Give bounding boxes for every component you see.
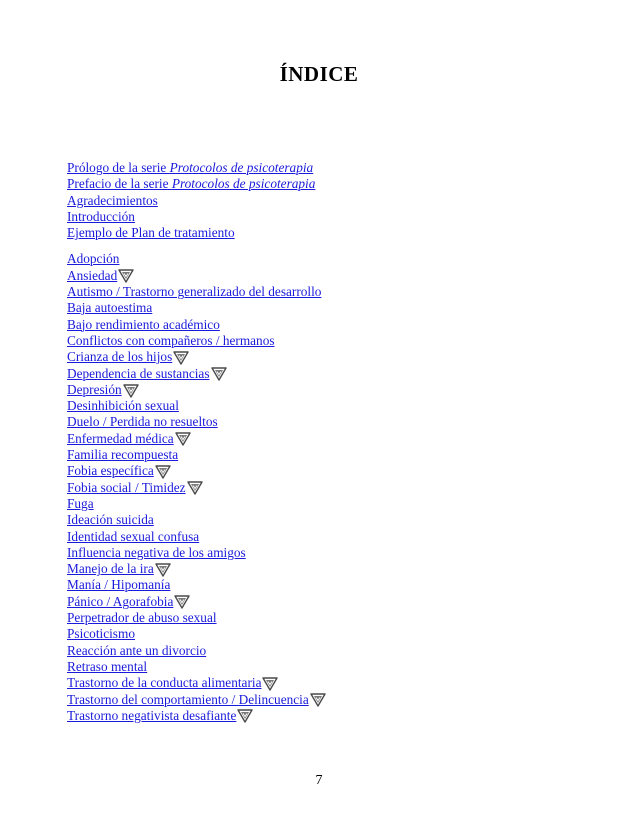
toc-entry [67, 463, 547, 479]
chapter-link[interactable]: Fobia social / Timidez [67, 479, 186, 495]
toc-entry [67, 692, 547, 708]
toc-entry [67, 398, 547, 414]
evidence-badge-icon [155, 464, 171, 479]
evidence-badge-icon [262, 676, 278, 691]
table-of-contents [67, 160, 547, 724]
chapter-link[interactable]: Ideación suicida [67, 512, 154, 528]
toc-link-text: Prefacio de la serie [67, 176, 172, 192]
chapter-link[interactable]: Depresión [67, 381, 122, 397]
evidence-badge-icon [174, 594, 190, 609]
chapter-link[interactable]: Pánico / Agorafobia [67, 593, 174, 609]
front-matter-list [67, 160, 547, 241]
chapter-link[interactable]: Crianza de los hijos [67, 349, 173, 365]
toc-entry [67, 431, 547, 447]
chapter-link[interactable]: Ansiedad [67, 267, 118, 283]
evidence-badge-icon [155, 562, 171, 577]
chapter-link[interactable]: Adopción [67, 251, 120, 267]
toc-link-text: Introducción [67, 208, 135, 224]
toc-link-series-name: Protocolos de psicoterapia [171, 176, 316, 192]
toc-entry [67, 349, 547, 365]
toc-entry [67, 225, 547, 241]
toc-entry [67, 512, 547, 528]
toc-link-text: Agradecimientos [67, 192, 158, 208]
chapter-link[interactable]: Baja autoestima [67, 300, 153, 316]
evidence-badge-icon [187, 480, 203, 495]
evidence-badge-icon [175, 431, 191, 446]
chapter-link[interactable]: Trastorno negativista desafiante [67, 707, 237, 723]
chapter-link[interactable]: Psicoticismo [67, 626, 135, 642]
toc-entry [67, 284, 547, 300]
chapter-link[interactable]: Duelo / Perdida no resueltos [67, 414, 218, 430]
toc-entry [67, 610, 547, 626]
chapter-link[interactable]: Trastorno de la conducta alimentaria [67, 675, 262, 691]
toc-entry [67, 209, 547, 225]
toc-link[interactable] [67, 160, 313, 176]
evidence-badge-icon [123, 383, 139, 398]
chapter-link[interactable]: Enfermedad médica [67, 430, 174, 446]
toc-link[interactable] [67, 176, 315, 192]
chapter-link[interactable]: Conflictos con compañeros / hermanos [67, 332, 275, 348]
chapter-link[interactable]: Desinhibición sexual [67, 398, 179, 414]
toc-entry [67, 447, 547, 463]
toc-entry [67, 545, 547, 561]
chapter-link[interactable]: Autismo / Trastorno generalizado del desarrollo [67, 284, 322, 300]
toc-entry [67, 529, 547, 545]
chapter-link[interactable]: Bajo rendimiento académico [67, 316, 220, 332]
evidence-badge-icon [118, 268, 134, 283]
toc-entry [67, 594, 547, 610]
toc-link-text: Ejemplo de Plan de tratamiento [67, 225, 235, 241]
toc-link[interactable] [67, 209, 135, 225]
chapter-link[interactable]: Reacción ante un divorcio [67, 642, 207, 658]
toc-entry [67, 561, 547, 577]
chapter-link[interactable]: Influencia negativa de los amigos [67, 544, 246, 560]
toc-entry [67, 160, 547, 176]
chapter-link[interactable]: Dependencia de sustancias [67, 365, 210, 381]
toc-link-text: Prólogo de la serie [67, 160, 170, 175]
toc-entry [67, 577, 547, 593]
chapter-link[interactable]: Fobia específica [67, 463, 154, 479]
toc-entry [67, 496, 547, 512]
toc-entry [67, 333, 547, 349]
chapter-link[interactable]: Fuga [67, 495, 94, 511]
toc-entry [67, 176, 547, 192]
chapter-link[interactable]: Identidad sexual confusa [67, 528, 200, 544]
toc-entry [67, 480, 547, 496]
toc-entry [67, 300, 547, 316]
evidence-badge-icon [211, 366, 227, 381]
toc-entry [67, 643, 547, 659]
chapter-link[interactable]: Trastorno del comportamiento / Delincuencia [67, 691, 309, 707]
chapter-list [67, 251, 547, 724]
page-number: 7 [315, 773, 323, 788]
toc-link[interactable] [67, 193, 158, 209]
evidence-badge-icon [173, 350, 189, 365]
toc-entry [67, 268, 547, 284]
toc-entry [67, 382, 547, 398]
toc-entry [67, 626, 547, 642]
toc-entry [67, 708, 547, 724]
toc-entry [67, 414, 547, 430]
toc-link-series-name: Protocolos de psicoterapia [169, 160, 314, 175]
chapter-link[interactable]: Manía / Hipomanía [67, 577, 171, 593]
toc-link[interactable] [67, 225, 235, 241]
chapter-link[interactable]: Manejo de la ira [67, 561, 154, 577]
page-title: ÍNDICE [279, 62, 359, 86]
toc-entry [67, 675, 547, 691]
toc-entry [67, 251, 547, 267]
chapter-link[interactable]: Retraso mental [67, 658, 148, 674]
toc-entry [67, 366, 547, 382]
evidence-badge-icon [310, 692, 326, 707]
toc-entry [67, 659, 547, 675]
toc-entry [67, 317, 547, 333]
chapter-link[interactable]: Perpetrador de abuso sexual [67, 610, 217, 626]
evidence-badge-icon [237, 708, 253, 723]
chapter-link[interactable]: Familia recompuesta [67, 447, 179, 463]
toc-entry [67, 193, 547, 209]
